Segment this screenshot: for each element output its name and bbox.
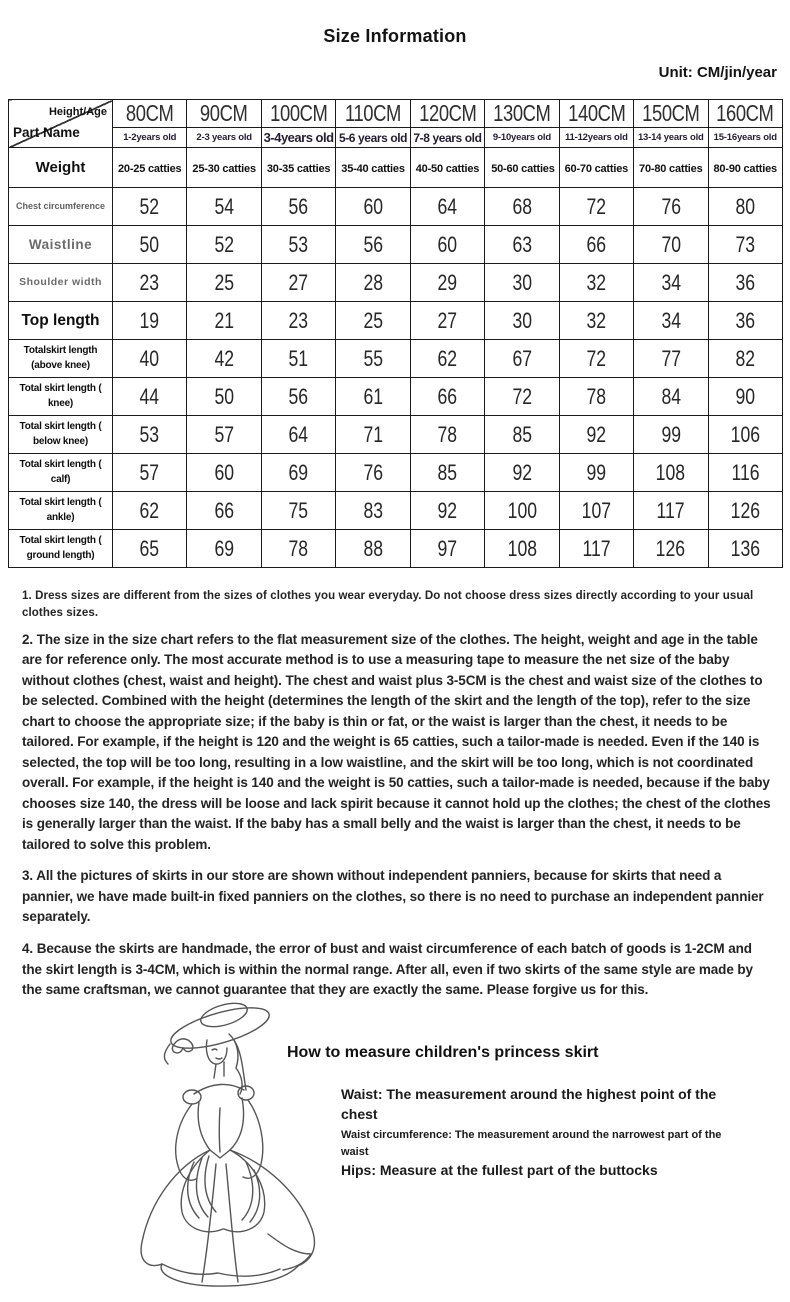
size-value-cell: 80-90 catties: [708, 148, 783, 188]
table-row: [9, 148, 783, 188]
size-value-cell: 100: [485, 492, 559, 530]
size-value-cell: 28: [336, 264, 410, 302]
size-value-cell: 62: [410, 340, 484, 378]
measure-heading: How to measure children's princess skirt: [287, 1044, 599, 1061]
age-header-cell: 11-12years old: [559, 128, 633, 148]
size-value-cell: 50: [187, 378, 261, 416]
note-3: 3. All the pictures of skirts in our store are shown without independent panniers, because for skirts that need a pannier, we have made built-in fixed panniers on the clothes, so there is no need to purchase an independent pannier separately.: [22, 868, 764, 925]
size-value-cell: 55: [336, 340, 410, 378]
measure-waist-circumference-text: Waist circumference: The measurement around the narrowest part of the waist: [341, 1129, 722, 1158]
size-value-cell: 54: [187, 188, 261, 226]
size-value-cell: 92: [410, 492, 484, 530]
size-value-cell: 136: [708, 530, 783, 568]
size-value-cell: 20-25 catties: [113, 148, 187, 188]
height-header-row: [9, 100, 783, 128]
size-value-cell: 65: [113, 530, 187, 568]
princess-dress-sketch: [128, 998, 328, 1298]
size-value-cell: 107: [559, 492, 633, 530]
size-value-cell: 56: [336, 226, 410, 264]
size-value-cell: 27: [261, 264, 335, 302]
table-row: [9, 302, 783, 340]
size-value-cell: 76: [634, 188, 708, 226]
size-value-cell: 72: [485, 378, 559, 416]
size-value-cell: 60: [410, 226, 484, 264]
table-row: [9, 492, 783, 530]
size-value-cell: 97: [410, 530, 484, 568]
table-row: [9, 226, 783, 264]
size-value-cell: 50: [113, 226, 187, 264]
hat-icon: [164, 999, 273, 1064]
height-header-cell: 110CM: [336, 100, 410, 128]
size-value-cell: 29: [410, 264, 484, 302]
size-value-cell: 23: [113, 264, 187, 302]
size-value-cell: 117: [634, 492, 708, 530]
size-value-cell: 108: [634, 454, 708, 492]
table-row: [9, 378, 783, 416]
measure-waist-text: Waist: The measurement around the highest point of the chest: [341, 1086, 717, 1123]
size-value-cell: 99: [634, 416, 708, 454]
size-value-cell: 78: [410, 416, 484, 454]
size-value-cell: 67: [485, 340, 559, 378]
size-value-cell: 30: [485, 264, 559, 302]
size-value-cell: 42: [187, 340, 261, 378]
table-row: [9, 454, 783, 492]
size-value-cell: 83: [336, 492, 410, 530]
row-label: Total skirt length ( calf): [9, 454, 113, 492]
size-value-cell: 78: [559, 378, 633, 416]
size-value-cell: 36: [708, 302, 783, 340]
size-value-cell: 44: [113, 378, 187, 416]
size-value-cell: 64: [261, 416, 335, 454]
size-value-cell: 32: [559, 302, 633, 340]
size-value-cell: 52: [187, 226, 261, 264]
age-header-cell: 3-4years old: [261, 128, 335, 148]
table-row: [9, 416, 783, 454]
size-value-cell: 88: [336, 530, 410, 568]
size-value-cell: 73: [708, 226, 783, 264]
age-header-cell: 7-8 years old: [410, 128, 484, 148]
row-label: Weight: [9, 148, 113, 188]
age-header-cell: 2-3 years old: [187, 128, 261, 148]
height-header-cell: 90CM: [187, 100, 261, 128]
size-value-cell: 70: [634, 226, 708, 264]
size-value-cell: 70-80 catties: [634, 148, 708, 188]
table-row: [9, 340, 783, 378]
age-header-cell: 5-6 years old: [336, 128, 410, 148]
size-value-cell: 61: [336, 378, 410, 416]
unit-label: Unit: CM/jin/year: [658, 64, 777, 81]
size-value-cell: 52: [113, 188, 187, 226]
row-label: Total skirt length ( ankle): [9, 492, 113, 530]
size-value-cell: 71: [336, 416, 410, 454]
size-value-cell: 84: [634, 378, 708, 416]
size-value-cell: 63: [485, 226, 559, 264]
size-value-cell: 116: [708, 454, 783, 492]
row-label: Total skirt length ( below knee): [9, 416, 113, 454]
size-value-cell: 34: [634, 302, 708, 340]
page-title: Size Information: [323, 26, 467, 46]
size-value-cell: 25: [336, 302, 410, 340]
row-label: Total skirt length ( knee): [9, 378, 113, 416]
size-value-cell: 72: [559, 188, 633, 226]
size-value-cell: 66: [559, 226, 633, 264]
size-value-cell: 56: [261, 188, 335, 226]
age-header-cell: 1-2years old: [113, 128, 187, 148]
size-value-cell: 36: [708, 264, 783, 302]
size-value-cell: 85: [485, 416, 559, 454]
size-value-cell: 35-40 catties: [336, 148, 410, 188]
measure-hips-text: Hips: Measure at the fullest part of the buttocks: [341, 1162, 658, 1178]
size-value-cell: 99: [559, 454, 633, 492]
age-header-cell: 13-14 years old: [634, 128, 708, 148]
size-value-cell: 40-50 catties: [410, 148, 484, 188]
corner-part-name-label: Part Name: [13, 125, 80, 140]
size-value-cell: 77: [634, 340, 708, 378]
height-header-cell: 120CM: [410, 100, 484, 128]
note-1: 1. Dress sizes are different from the sizes of clothes you wear everyday. Do not choose dress sizes directly according to your usual clothes sizes.: [22, 590, 754, 619]
size-value-cell: 92: [485, 454, 559, 492]
height-header-cell: 160CM: [708, 100, 783, 128]
age-header-cell: 9-10years old: [485, 128, 559, 148]
row-label: Totalskirt length (above knee): [9, 340, 113, 378]
row-label: Top length: [9, 302, 113, 340]
size-value-cell: 53: [261, 226, 335, 264]
row-label: Shoulder width: [9, 264, 113, 302]
size-value-cell: 72: [559, 340, 633, 378]
table-row: [9, 188, 783, 226]
row-label: Chest circumference: [9, 188, 113, 226]
size-value-cell: 60: [336, 188, 410, 226]
size-value-cell: 126: [634, 530, 708, 568]
size-value-cell: 50-60 catties: [485, 148, 559, 188]
height-header-cell: 100CM: [261, 100, 335, 128]
size-value-cell: 21: [187, 302, 261, 340]
size-value-cell: 25-30 catties: [187, 148, 261, 188]
corner-cell: [9, 100, 113, 148]
size-value-cell: 92: [559, 416, 633, 454]
size-value-cell: 75: [261, 492, 335, 530]
size-value-cell: 85: [410, 454, 484, 492]
size-value-cell: 40: [113, 340, 187, 378]
size-value-cell: 19: [113, 302, 187, 340]
age-header-row: [9, 128, 783, 148]
size-value-cell: 68: [485, 188, 559, 226]
size-value-cell: 30: [485, 302, 559, 340]
size-value-cell: 62: [113, 492, 187, 530]
size-value-cell: 117: [559, 530, 633, 568]
note-2: 2. The size in the size chart refers to the flat measurement size of the clothes. The height, weight and age in the table are for reference only. The most accurate method is to use a measuring tape to measure the net size of the baby without clothes (chest, waist and height). The chest and waist plus 3-5CM is the chest and waist size of the clothes to be selected. Combined with the height (determines the length of the skirt and the length of the top), refer to the size chart to choose the appropriate size; if the baby is thin or fat, or the waist is larger than the chest, it needs to be tailored. For example, if the height is 120 and the weight is 65 catties, such a tailor-made is needed. Even if the 140 is selected, the top will be too long, resulting in a low waistline, and the skirt will be too long, which is not coordinated overall. For example, if the height is 140 and the weight is 50 catties, such a tailor-made is needed, because if the baby chooses size 140, the dress will be loose and lack spirit because it cannot hold up the clothes; the chest of the clothes is generally larger than the waist. If the baby has a small belly and the waist is larger than the chest, it needs to be tailored to solve this problem.: [22, 631, 771, 852]
corner-height-age-label: Height/Age: [48, 106, 107, 118]
age-header-cell: 15-16years old: [708, 128, 783, 148]
size-chart-table: [8, 99, 783, 568]
size-value-cell: 64: [410, 188, 484, 226]
size-value-cell: 53: [113, 416, 187, 454]
table-row: [9, 530, 783, 568]
size-value-cell: 106: [708, 416, 783, 454]
skirt: [141, 1150, 314, 1286]
size-value-cell: 34: [634, 264, 708, 302]
row-label: Waistline: [9, 226, 113, 264]
note-4: 4. Because the skirts are handmade, the error of bust and waist circumference of each batch of goods is 1-2CM and the skirt length is 3-4CM, which is within the normal range. After all, even if two skirts of the same style are made by the same craftsman, we cannot guarantee that they are exactly the same. Please forgive us for this.: [22, 941, 753, 998]
size-value-cell: 66: [187, 492, 261, 530]
notes-section: [22, 588, 774, 1012]
size-value-cell: 25: [187, 264, 261, 302]
size-value-cell: 69: [261, 454, 335, 492]
height-header-cell: 80CM: [113, 100, 187, 128]
size-value-cell: 69: [187, 530, 261, 568]
size-value-cell: 60-70 catties: [559, 148, 633, 188]
size-value-cell: 57: [113, 454, 187, 492]
height-header-cell: 140CM: [559, 100, 633, 128]
size-value-cell: 108: [485, 530, 559, 568]
size-value-cell: 51: [261, 340, 335, 378]
size-value-cell: 66: [410, 378, 484, 416]
size-value-cell: 80: [708, 188, 783, 226]
size-value-cell: 57: [187, 416, 261, 454]
size-value-cell: 32: [559, 264, 633, 302]
size-value-cell: 56: [261, 378, 335, 416]
size-value-cell: 27: [410, 302, 484, 340]
size-value-cell: 23: [261, 302, 335, 340]
height-header-cell: 130CM: [485, 100, 559, 128]
size-value-cell: 60: [187, 454, 261, 492]
size-value-cell: 126: [708, 492, 783, 530]
row-label: Total skirt length ( ground length): [9, 530, 113, 568]
size-value-cell: 30-35 catties: [261, 148, 335, 188]
size-value-cell: 78: [261, 530, 335, 568]
table-row: [9, 264, 783, 302]
size-value-cell: 82: [708, 340, 783, 378]
height-header-cell: 150CM: [634, 100, 708, 128]
size-value-cell: 76: [336, 454, 410, 492]
size-value-cell: 90: [708, 378, 783, 416]
